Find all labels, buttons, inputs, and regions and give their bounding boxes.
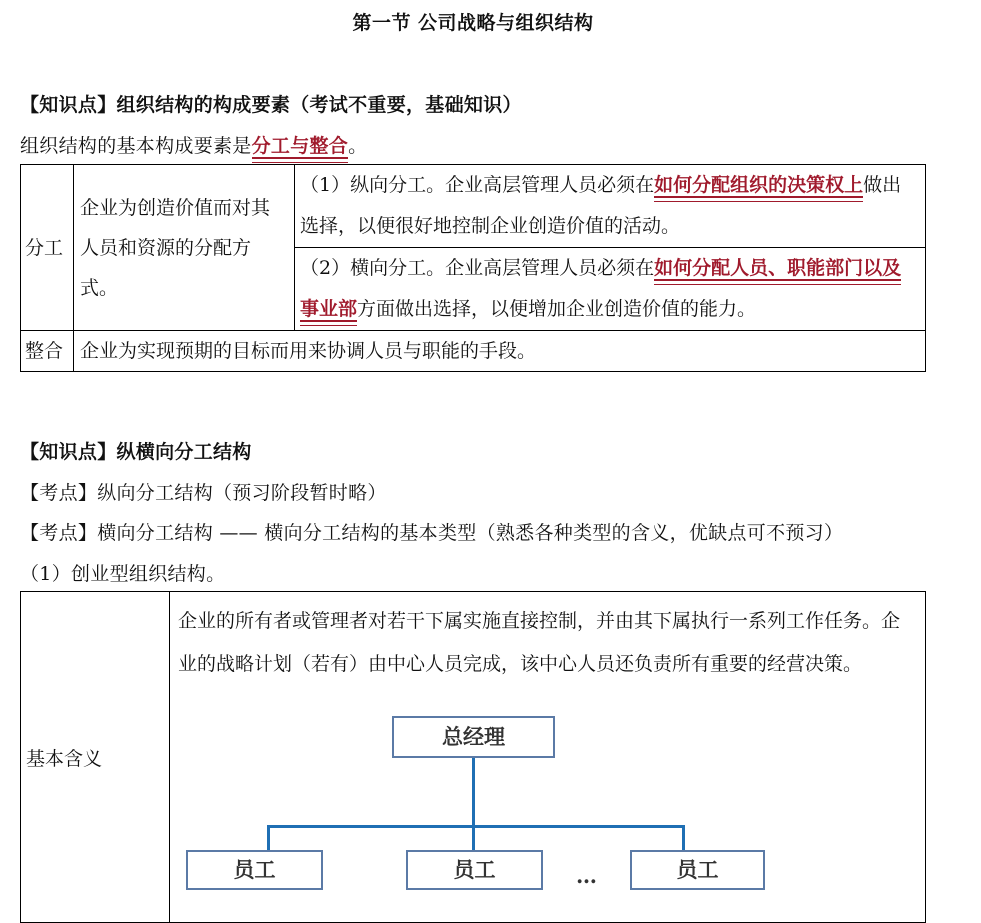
vertical-division-cell (295, 165, 926, 248)
vertical-prefix: （1）纵向分工。企业高层管理人员必须在 (300, 174, 655, 196)
entrepreneurial-structure-table (20, 591, 926, 923)
intro-prefix: 组织结构的基本构成要素是 (20, 135, 252, 157)
org-branch-line-2 (472, 825, 475, 851)
exam-point-vertical: 【考点】纵向分工结构（预习阶段暂时略） (20, 482, 387, 504)
org-box-staff-1: 员工 (186, 850, 323, 890)
org-chart (178, 686, 917, 888)
org-box-staff-2: 员工 (406, 850, 543, 890)
section2-heading: 【知识点】纵横向分工结构 (20, 441, 252, 463)
basic-meaning-content (170, 592, 926, 923)
intro-suffix: 。 (348, 135, 368, 157)
org-box-staff-3: 员工 (630, 850, 765, 890)
basic-meaning-label: 基本含义 (21, 592, 170, 923)
horizontal-prefix: （2）横向分工。企业高层管理人员必须在 (300, 257, 655, 279)
org-box-general-manager: 总经理 (392, 716, 555, 758)
intro-highlight: 分工与整合 (251, 135, 349, 157)
page-title: 第一节 公司战略与组织结构 (352, 12, 594, 34)
section1-heading: 【知识点】组织结构的构成要素（考试不重要，基础知识） (20, 94, 522, 116)
exam-point-horizontal: 【考点】横向分工结构 —— 横向分工结构的基本类型（熟悉各种类型的含义，优缺点可不预习） (20, 522, 844, 544)
vertical-highlight: 如何分配组织的决策权上 (654, 174, 864, 196)
org-branch-line-3 (682, 825, 685, 851)
division-description: 企业为创造价值而对其人员和资源的分配方式。 (74, 165, 295, 331)
basic-meaning-text: 企业的所有者或管理者对若干下属实施直接控制，并由其下属执行一系列工作任务。企业的战略计划（若有）由中心人员完成，该中心人员还负责所有重要的经营决策。 (178, 610, 901, 675)
integration-description: 企业为实现预期的目标而用来协调人员与职能的手段。 (74, 331, 926, 372)
org-branch-line-1 (267, 825, 270, 851)
components-table (20, 164, 926, 372)
org-horizontal-line (267, 825, 684, 828)
org-ellipsis: … (576, 863, 597, 888)
section1-intro (20, 131, 367, 158)
horizontal-suffix: 方面做出选择，以便增加企业创造价值的能力。 (357, 298, 757, 320)
item-entrepreneurial-structure: （1）创业型组织结构。 (20, 563, 226, 585)
vertical-suffix: 做出选择，以便很好地控制企业创造价值的活动。 (300, 174, 902, 237)
integration-label: 整合 (21, 331, 74, 372)
horizontal-highlight: 如何分配人员、职能部门以及事业部 (300, 257, 902, 320)
division-label: 分工 (21, 165, 74, 331)
horizontal-division-cell (295, 248, 926, 331)
org-trunk-line (472, 758, 475, 826)
